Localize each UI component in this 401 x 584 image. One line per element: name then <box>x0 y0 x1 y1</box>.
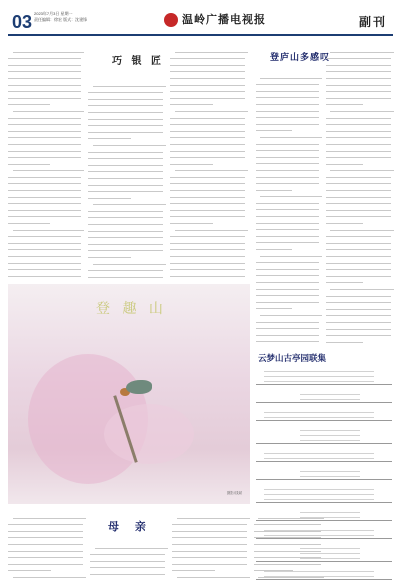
text-line <box>175 224 248 231</box>
text-line <box>8 244 81 251</box>
text-line <box>256 303 292 310</box>
text-line <box>13 512 86 519</box>
text-line <box>256 243 292 250</box>
text-line <box>326 211 391 218</box>
poem-line <box>264 453 374 459</box>
text-line <box>326 79 391 86</box>
article-column <box>172 512 250 580</box>
text-line <box>13 571 86 578</box>
article-title: 登庐山多感叹 <box>270 53 331 63</box>
text-line <box>95 542 168 549</box>
text-line <box>300 553 360 559</box>
text-line <box>170 277 213 282</box>
text-line <box>256 342 319 344</box>
text-line <box>330 105 394 112</box>
text-line <box>8 558 83 565</box>
text-line <box>170 112 245 119</box>
issue-meta <box>34 11 87 23</box>
text-line <box>170 244 245 251</box>
text-line <box>264 494 374 500</box>
text-line <box>326 145 391 152</box>
editor-line: 责任编辑：徐宏 版式：沈建锋 <box>34 17 88 22</box>
text-line <box>13 165 84 172</box>
text-line <box>88 166 163 173</box>
text-line <box>8 270 81 277</box>
text-line <box>326 112 391 119</box>
text-line <box>93 139 166 146</box>
poem-line <box>300 394 360 400</box>
poem-divider <box>256 461 392 462</box>
poem-line <box>300 512 360 518</box>
text-line <box>256 118 319 125</box>
text-line <box>88 172 163 179</box>
text-line <box>260 191 322 198</box>
text-line <box>256 296 319 303</box>
text-line <box>170 217 213 224</box>
page-header <box>0 0 401 44</box>
poem-collection-title: 云梦山古亭园联集 <box>258 354 327 364</box>
text-line <box>326 72 391 79</box>
text-line <box>256 336 319 343</box>
text-line <box>300 435 360 441</box>
text-line <box>326 86 391 93</box>
body-text-lines <box>326 46 394 344</box>
text-line <box>8 171 81 178</box>
article-title: 巧 银 匠 <box>112 56 164 67</box>
text-line <box>256 98 319 105</box>
text-line <box>90 568 165 575</box>
text-line <box>90 549 165 556</box>
lotus-leaf-shape <box>104 404 194 464</box>
text-line <box>175 46 248 53</box>
text-line <box>88 93 163 100</box>
text-line <box>326 290 391 297</box>
text-line <box>256 217 319 224</box>
article-column <box>8 46 84 282</box>
text-line <box>256 257 319 264</box>
text-line <box>8 92 81 99</box>
text-line <box>256 204 319 211</box>
text-line <box>88 120 163 127</box>
text-line <box>300 394 360 400</box>
text-line <box>172 578 247 580</box>
text-line <box>93 258 166 265</box>
body-text-lines <box>90 542 168 580</box>
poem-line <box>300 471 360 477</box>
text-line <box>170 66 245 73</box>
text-line <box>170 145 245 152</box>
newspaper-logo-icon <box>164 13 178 27</box>
poem-line <box>300 553 360 559</box>
text-line <box>256 210 319 217</box>
text-line <box>88 205 163 212</box>
text-line <box>88 159 163 166</box>
poem-divider <box>256 538 392 539</box>
text-line <box>256 316 319 323</box>
text-line <box>326 257 391 264</box>
text-line <box>170 92 245 99</box>
text-line <box>172 558 247 565</box>
text-line <box>326 119 391 126</box>
text-line <box>8 257 81 264</box>
text-line <box>88 192 131 199</box>
text-line <box>326 53 391 60</box>
text-line <box>93 80 166 87</box>
text-line <box>170 171 245 178</box>
text-line <box>172 565 215 572</box>
text-line <box>88 153 163 160</box>
text-line <box>90 555 165 562</box>
text-line <box>260 250 322 257</box>
text-line <box>8 264 81 271</box>
text-line <box>8 519 83 526</box>
text-line <box>88 245 163 252</box>
text-line <box>330 343 394 344</box>
text-line <box>8 217 50 224</box>
text-line <box>326 303 391 310</box>
text-line <box>256 323 319 330</box>
text-line <box>256 184 292 191</box>
text-line <box>256 105 319 112</box>
text-line <box>88 271 163 278</box>
newspaper-name: 温岭广播电视报 <box>182 13 266 26</box>
poem-divider <box>256 443 392 444</box>
text-line <box>326 204 391 211</box>
text-line <box>88 126 163 133</box>
text-line <box>256 290 319 297</box>
text-line <box>170 184 245 191</box>
poem-line <box>264 376 374 382</box>
text-line <box>8 158 50 165</box>
text-line <box>326 138 391 145</box>
text-line <box>326 99 363 106</box>
text-line <box>170 99 213 106</box>
text-line <box>300 471 360 477</box>
text-line <box>172 552 247 559</box>
text-line <box>326 250 391 257</box>
article-column <box>8 512 86 580</box>
text-line <box>170 158 213 165</box>
text-line <box>326 316 391 323</box>
text-line <box>8 79 81 86</box>
text-line <box>8 178 81 185</box>
text-line <box>326 198 391 205</box>
text-line <box>88 146 163 153</box>
text-line <box>8 191 81 198</box>
text-line <box>326 132 391 139</box>
text-line <box>88 218 163 225</box>
text-line <box>326 323 391 330</box>
text-line <box>256 92 319 99</box>
text-line <box>170 178 245 185</box>
page-number: 03 <box>12 12 33 32</box>
text-line <box>8 231 81 238</box>
poem-line <box>264 571 374 577</box>
text-line <box>330 224 394 231</box>
text-line <box>326 297 391 304</box>
text-line <box>88 212 163 219</box>
text-line <box>326 92 391 99</box>
text-line <box>13 105 84 112</box>
text-line <box>8 145 81 152</box>
photo-overlay-title: 登 趣 山 <box>96 301 167 317</box>
text-line <box>256 151 319 158</box>
text-line <box>93 199 166 206</box>
text-line <box>256 158 319 165</box>
text-line <box>330 165 394 172</box>
article-title: 母 亲 <box>108 520 152 533</box>
kingfisher-bird-icon <box>126 380 152 394</box>
text-line <box>264 530 374 536</box>
text-line <box>170 53 245 60</box>
text-line <box>8 211 81 218</box>
text-line <box>8 132 81 139</box>
text-line <box>8 112 81 119</box>
text-line <box>8 86 81 93</box>
text-line <box>8 552 83 559</box>
text-line <box>8 138 81 145</box>
text-line <box>8 198 81 205</box>
text-line <box>326 178 391 185</box>
poem-divider <box>256 579 392 580</box>
text-line <box>326 125 391 132</box>
text-line <box>13 46 84 53</box>
text-line <box>256 178 319 185</box>
poem-divider <box>256 420 392 421</box>
text-line <box>330 283 394 290</box>
text-line <box>8 125 81 132</box>
text-line <box>326 310 391 317</box>
text-line <box>8 277 50 282</box>
text-line <box>175 165 248 172</box>
text-line <box>88 225 163 232</box>
text-line <box>8 99 50 106</box>
text-line <box>256 276 319 283</box>
text-line <box>172 532 247 539</box>
text-line <box>256 79 319 86</box>
text-line <box>8 184 81 191</box>
text-line <box>8 565 51 572</box>
text-line <box>264 412 374 418</box>
text-line <box>8 237 81 244</box>
body-text-lines <box>88 80 166 282</box>
text-line <box>170 257 245 264</box>
text-line <box>256 230 319 237</box>
header-rule <box>8 34 393 36</box>
text-line <box>326 264 391 271</box>
text-line <box>170 125 245 132</box>
poem-divider <box>256 520 392 521</box>
text-line <box>88 186 163 193</box>
text-line <box>170 270 245 277</box>
text-line <box>8 66 81 73</box>
photo-credit: 摄影/钱斌 <box>226 491 242 495</box>
text-line <box>13 224 84 231</box>
text-line <box>170 204 245 211</box>
text-line <box>256 283 319 290</box>
text-line <box>172 545 247 552</box>
text-line <box>90 575 165 580</box>
text-line <box>170 231 245 238</box>
feature-photo <box>8 284 250 504</box>
text-line <box>300 512 360 518</box>
poem-divider <box>256 479 392 480</box>
body-text-lines <box>172 512 250 580</box>
text-line <box>170 237 245 244</box>
poem-divider <box>256 384 392 385</box>
text-line <box>88 179 163 186</box>
text-line <box>326 277 363 284</box>
text-line <box>326 231 391 238</box>
text-line <box>8 532 83 539</box>
text-line <box>8 250 81 257</box>
text-line <box>170 138 245 145</box>
poem-line <box>264 530 374 536</box>
issue-date: 2023年7月3日 星期一 <box>34 11 73 16</box>
text-line <box>88 106 163 113</box>
article-column <box>170 46 248 282</box>
text-line <box>256 263 319 270</box>
text-line <box>256 125 292 132</box>
poem-line <box>264 494 374 500</box>
text-line <box>88 87 163 94</box>
text-line <box>170 152 245 159</box>
text-line <box>326 330 391 337</box>
article-column <box>90 542 168 580</box>
text-line <box>256 145 319 152</box>
text-line <box>326 217 363 224</box>
text-line <box>88 238 163 245</box>
text-line <box>172 519 247 526</box>
text-line <box>172 525 247 532</box>
text-line <box>256 270 319 277</box>
section-title: 副刊 <box>358 15 387 29</box>
text-line <box>170 250 245 257</box>
text-line <box>88 100 163 107</box>
text-line <box>88 232 163 239</box>
text-line <box>264 453 374 459</box>
body-text-lines <box>256 72 322 344</box>
text-line <box>170 119 245 126</box>
text-line <box>260 72 322 79</box>
text-line <box>8 53 81 60</box>
text-line <box>177 571 250 578</box>
text-line <box>170 132 245 139</box>
text-line <box>260 309 322 316</box>
text-line <box>8 59 81 66</box>
text-line <box>256 85 319 92</box>
text-line <box>256 164 319 171</box>
text-line <box>8 578 83 580</box>
text-line <box>326 152 391 159</box>
text-line <box>326 184 391 191</box>
text-line <box>88 133 131 140</box>
text-line <box>88 251 131 258</box>
text-line <box>8 72 81 79</box>
poem-divider <box>256 561 392 562</box>
text-line <box>8 204 81 211</box>
text-line <box>330 46 394 53</box>
poem-line <box>264 412 374 418</box>
text-line <box>256 112 319 119</box>
text-line <box>175 105 248 112</box>
text-line <box>264 376 374 382</box>
text-line <box>256 329 319 336</box>
text-line <box>326 237 391 244</box>
poem-divider <box>256 502 392 503</box>
text-line <box>256 237 319 244</box>
text-line <box>177 512 250 519</box>
text-line <box>90 562 165 569</box>
body-text-lines <box>8 46 84 282</box>
text-line <box>170 59 245 66</box>
text-line <box>88 265 163 272</box>
text-line <box>170 72 245 79</box>
text-line <box>326 244 391 251</box>
text-line <box>170 79 245 86</box>
text-line <box>326 191 391 198</box>
text-line <box>170 86 245 93</box>
text-line <box>326 66 391 73</box>
poem-divider <box>256 402 392 403</box>
text-line <box>256 197 319 204</box>
text-line <box>88 113 163 120</box>
text-line <box>326 171 391 178</box>
text-line <box>256 224 319 231</box>
text-line <box>326 158 363 165</box>
article-column <box>256 72 322 344</box>
text-line <box>172 538 247 545</box>
text-line <box>8 545 83 552</box>
text-line <box>8 525 83 532</box>
text-line <box>264 571 374 577</box>
poem-line <box>300 435 360 441</box>
article-column <box>326 46 394 344</box>
body-text-lines <box>170 46 248 282</box>
text-line <box>326 59 391 66</box>
text-line <box>170 211 245 218</box>
text-line <box>260 131 322 138</box>
text-line <box>88 278 163 282</box>
text-line <box>8 152 81 159</box>
article-column <box>88 80 166 282</box>
text-line <box>170 264 245 271</box>
text-line <box>8 538 83 545</box>
text-line <box>8 119 81 126</box>
text-line <box>256 138 319 145</box>
text-line <box>326 336 363 343</box>
body-text-lines <box>8 512 86 580</box>
text-line <box>170 198 245 205</box>
text-line <box>170 191 245 198</box>
text-line <box>326 270 391 277</box>
text-line <box>256 171 319 178</box>
